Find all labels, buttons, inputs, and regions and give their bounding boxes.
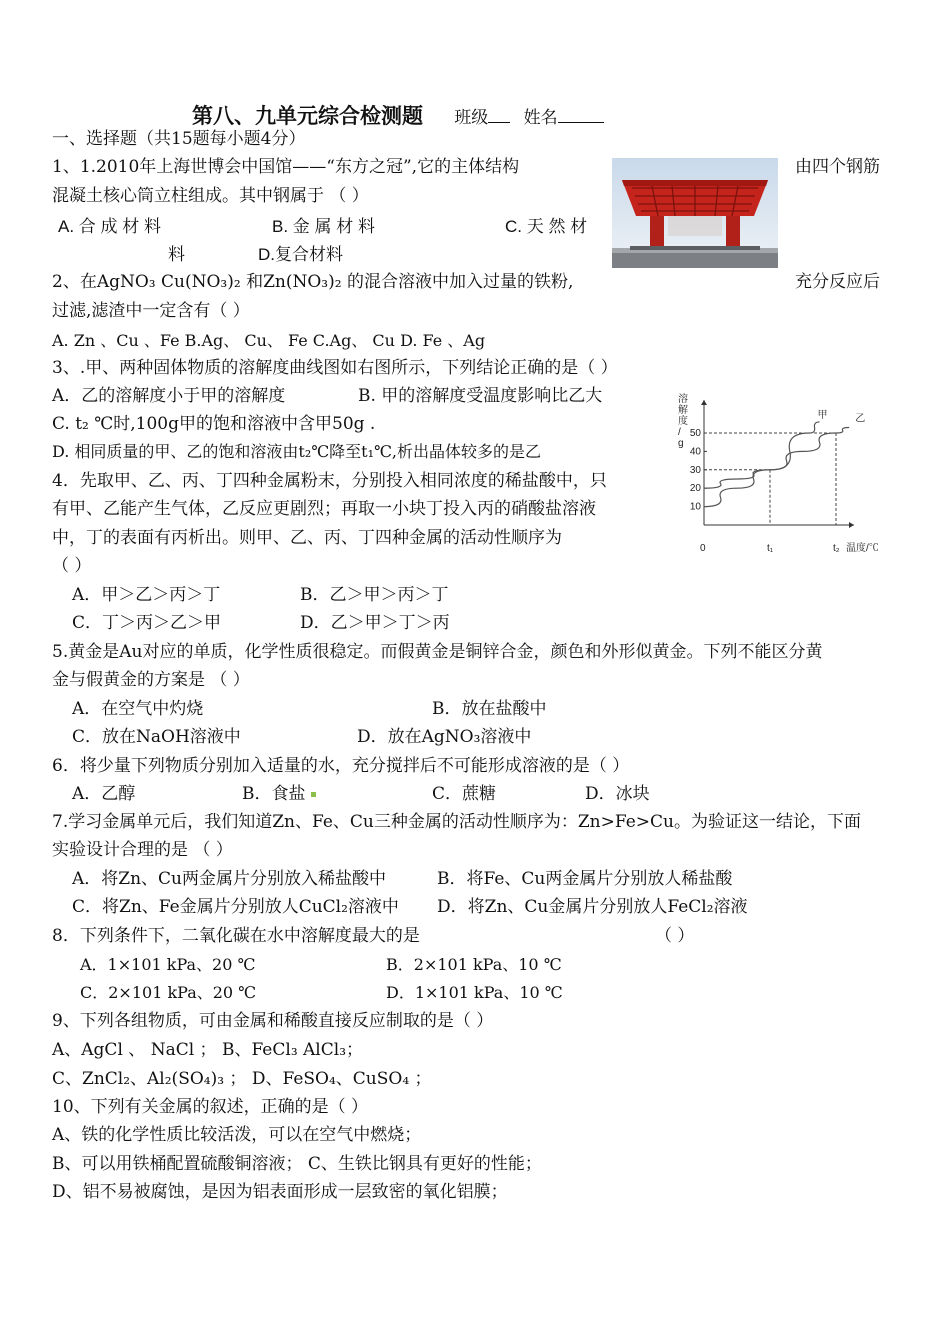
y-tick-label: 40 <box>689 446 701 458</box>
q4-line4: （ ） <box>52 556 92 576</box>
series-line-jia <box>704 422 820 507</box>
q7-line1: 7.学习金属单元后，我们知道Zn、Fe、Cu三种金属的活动性顺序为：Zn>Fe>Cu。为验证这一结论，下面 <box>52 812 861 832</box>
y-tick-label: 10 <box>689 501 701 513</box>
class-blank[interactable] <box>488 104 510 123</box>
q10-options-bc: B、可以用铁桶配置硫酸铜溶液； C、生铁比钢具有更好的性能； <box>52 1154 542 1174</box>
q4-option-b: B．乙＞甲＞丙＞丁 <box>300 585 449 605</box>
q7-option-b: B．将Fe、Cu两金属片分别放人稀盐酸 <box>437 869 733 889</box>
q5-option-d: D．放在AgNO₃溶液中 <box>357 727 532 747</box>
q5-option-a: A．在空气中灼烧 <box>72 699 204 719</box>
y-axis-label-char: 解 <box>678 405 688 416</box>
q10-option-a: A、铁的化学性质比较活泼，可以在空气中燃烧； <box>52 1125 422 1145</box>
q4-option-a: A．甲＞乙＞丙＞丁 <box>72 585 221 605</box>
q4-option-d: D．乙＞甲＞丁＞丙 <box>300 613 450 633</box>
q8-answer-paren: （ ） <box>655 926 695 946</box>
q7-option-a: A．将Zn、Cu两金属片分别放入稀盐酸中 <box>72 869 386 889</box>
y-axis-label-char: 溶 <box>678 394 688 405</box>
q3-option-d: D. 相同质量的甲、乙的饱和溶液由t₂℃降至t₁℃,析出晶体较多的是乙 <box>52 442 542 461</box>
q2-line1-right: 充分反应后 <box>795 272 880 292</box>
q7-option-d: D．将Zn、Cu金属片分别放人FeCl₂溶液 <box>437 897 748 917</box>
series-line-yi <box>704 427 849 488</box>
solubility-chart <box>676 390 886 560</box>
series-label: 甲 <box>817 409 828 421</box>
q2-line1: 2、在AgNO₃ Cu(NO₃)₂ 和Zn(NO₃)₂ 的混合溶液中加入过量的铁粉, <box>52 272 574 292</box>
q1-line2: 混凝土核心筒立柱组成。其中钢属于 （ ） <box>52 186 369 206</box>
q9-options-cd: C、ZnCl₂、Al₂(SO₄)₃ ； D、FeSO₄、CuSO₄ ； <box>52 1069 432 1089</box>
q1-option-d: D.复合材料 <box>258 245 343 264</box>
x-axis-arrow <box>849 522 854 528</box>
class-field: 班级 <box>454 108 510 128</box>
q9-options-ab: A、AgCl 、 NaCl ； B、FeCl₃ AlCl₃； <box>52 1040 364 1060</box>
q5-line1: 5.黄金是Au对应的单质，化学性质很稳定。而假黄金是铜锌合金，颜色和外形似黄金。下列不能区分黄 <box>52 642 823 662</box>
q7-option-c: C．将Zn、Fe金属片分别放人CuCl₂溶液中 <box>72 897 399 917</box>
origin-label: 0 <box>700 543 706 554</box>
q3-option-c: C. t₂ ℃时,100g甲的饱和溶液中含甲50g . <box>52 414 376 434</box>
q3-option-b: B. 甲的溶解度受温度影响比乙大 <box>358 386 603 406</box>
x-tick-label: t₂ <box>833 543 840 554</box>
y-tick-label: 20 <box>689 483 701 495</box>
q1-option-c-cont: 料 <box>168 245 185 265</box>
section-heading: 一、选择题（共15题每小题4分） <box>52 129 306 149</box>
q3-stem: 3、.甲、两种固体物质的溶解度曲线图如右图所示，下列结论正确的是（ ） <box>52 358 618 378</box>
q1-option-c: C. 天 然 材 <box>505 217 588 236</box>
y-tick-label: 30 <box>689 464 701 476</box>
q6-stem: 6．将少量下列物质分别加入适量的水，充分搅拌后不可能形成溶液的是（ ） <box>52 756 630 776</box>
q7-line2: 实验设计合理的是 （ ） <box>52 840 233 860</box>
exam-title: 第八、九单元综合检测题 <box>192 104 423 128</box>
q5-line2: 金与假黄金的方案是 （ ） <box>52 670 250 690</box>
q4-option-c: C．丁＞丙＞乙＞甲 <box>72 613 222 633</box>
q1-line1: 1、1.2010年上海世博会中国馆——“东方之冠”,它的主体结构 <box>52 157 520 177</box>
green-dot-mark <box>311 792 316 797</box>
q10-option-d: D、铝不易被腐蚀，是因为铝表面形成一层致密的氧化铝膜； <box>52 1182 508 1202</box>
q1-line1-right: 由四个钢筋 <box>795 157 880 177</box>
q6-option-a: A．乙醇 <box>72 784 136 804</box>
q4-line1: 4．先取甲、乙、丙、丁四种金属粉末，分别投入相同浓度的稀盐酸中，只 <box>52 471 607 491</box>
q8-option-a: A．1×101 kPa、20 ℃ <box>80 955 256 974</box>
q8-stem: 8．下列条件下，二氧化碳在水中溶解度最大的是 <box>52 926 420 946</box>
name-field: 姓名 <box>524 108 604 128</box>
q4-line2: 有甲、乙能产生气体，乙反应更剧烈；再取一小块丁投入丙的硝酸盐溶液 <box>52 499 596 519</box>
x-axis-label: 温度/℃ <box>846 543 879 554</box>
y-tick-label: 50 <box>689 428 701 439</box>
q8-option-b: B．2×101 kPa、10 ℃ <box>386 955 562 974</box>
y-axis-label-char: / <box>678 427 681 438</box>
china-pavilion-image <box>612 158 778 268</box>
q9-stem: 9、下列各组物质，可由金属和稀酸直接反应制取的是（ ） <box>52 1011 494 1031</box>
y-axis-label-char: g <box>678 438 684 449</box>
q4-line3: 中，丁的表面有丙析出。则甲、乙、丙、丁四种金属的活动性顺序为 <box>52 528 562 548</box>
q6-option-b: B．食盐 <box>242 783 316 805</box>
q5-option-b: B．放在盐酸中 <box>432 699 547 719</box>
q5-option-c: C．放在NaOH溶液中 <box>72 727 241 747</box>
solubility-chart-svg <box>676 390 886 560</box>
q8-option-d: D．1×101 kPa、10 ℃ <box>386 983 563 1002</box>
series-label: 乙 <box>855 413 866 425</box>
q1-option-a: A. 合 成 材 料 <box>58 217 161 236</box>
name-blank[interactable] <box>558 104 604 123</box>
q10-stem: 10、下列有关金属的叙述，正确的是（ ） <box>52 1097 369 1117</box>
q3-option-a: A．乙的溶解度小于甲的溶解度 <box>52 386 286 406</box>
q2-options: A. Zn 、Cu 、Fe B.Ag、 Cu、 Fe C.Ag、 Cu D. Fe 、Ag <box>52 331 486 350</box>
y-axis-arrow <box>701 400 707 405</box>
q8-option-c: C．2×101 kPa、20 ℃ <box>80 983 257 1002</box>
x-tick-label: t₁ <box>767 543 774 554</box>
q1-option-b: B. 金 属 材 料 <box>272 217 375 236</box>
page-title <box>192 100 604 130</box>
q2-line2: 过滤,滤渣中一定含有（ ） <box>52 301 250 321</box>
q6-option-d: D．冰块 <box>585 784 650 804</box>
y-axis-label-char: 度 <box>678 416 688 427</box>
q6-option-c: C．蔗糖 <box>432 784 497 804</box>
